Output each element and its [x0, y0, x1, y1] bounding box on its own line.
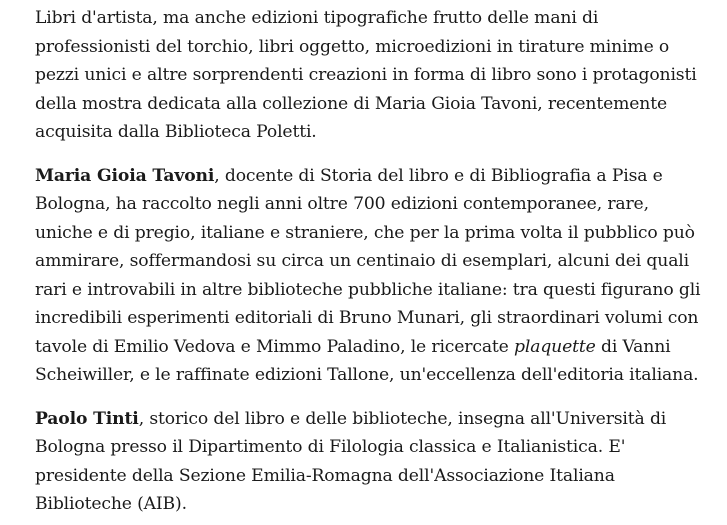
person-name-tavoni: Maria Gioia Tavoni — [35, 165, 215, 186]
paragraph-tavoni-text-a: , docente di Storia del libro e di Bibliografia a Pisa e Bologna, ha raccolto negli anni oltre 700 edizioni contemporanee, rare, uniche e di pregio, italiane e straniere, che per la prima volta il pubblico può ammirare, soffermandosi su circa un centinaio di esemplari, alcuni dei quali rari e introvabili in altre biblioteche pubbliche italiane: tra questi figurano gli incredibili esperimenti editoriali di Bruno Munari, gli straordinari volumi con tavole di Emilio Vedova e Mimmo Paladino, le ricercate — [35, 165, 701, 357]
paragraph-tinti — [35, 405, 707, 519]
paragraph-intro — [35, 4, 707, 147]
person-name-tinti: Paolo Tinti — [35, 408, 139, 429]
paragraph-intro-text: Libri d'artista, ma anche edizioni tipografiche frutto delle mani di professionisti del torchio, libri oggetto, microedizioni in tirature minime o pezzi unici e altre sorprendenti creazioni in forma di libro sono i protagonisti della mostra dedicata alla collezione di Maria Gioia Tavoni, recentemente acquisita dalla Biblioteca Poletti. — [35, 8, 697, 142]
paragraph-tinti-text: , storico del libro e delle biblioteche, insegna all'Università di Bologna presso il Dipartimento di Filologia classica e Italianistica. E' presidente della Sezione Emilia-Romagna dell'Associazione Italiana Biblioteche (AIB). — [35, 408, 667, 514]
plaquette-term: plaquette — [514, 336, 596, 357]
paragraph-tavoni — [35, 162, 707, 390]
paragraph-tavoni-text-b: di Vanni Scheiwiller, e le raffinate edizioni Tallone, un'eccellenza dell'editoria italiana. — [35, 336, 699, 385]
